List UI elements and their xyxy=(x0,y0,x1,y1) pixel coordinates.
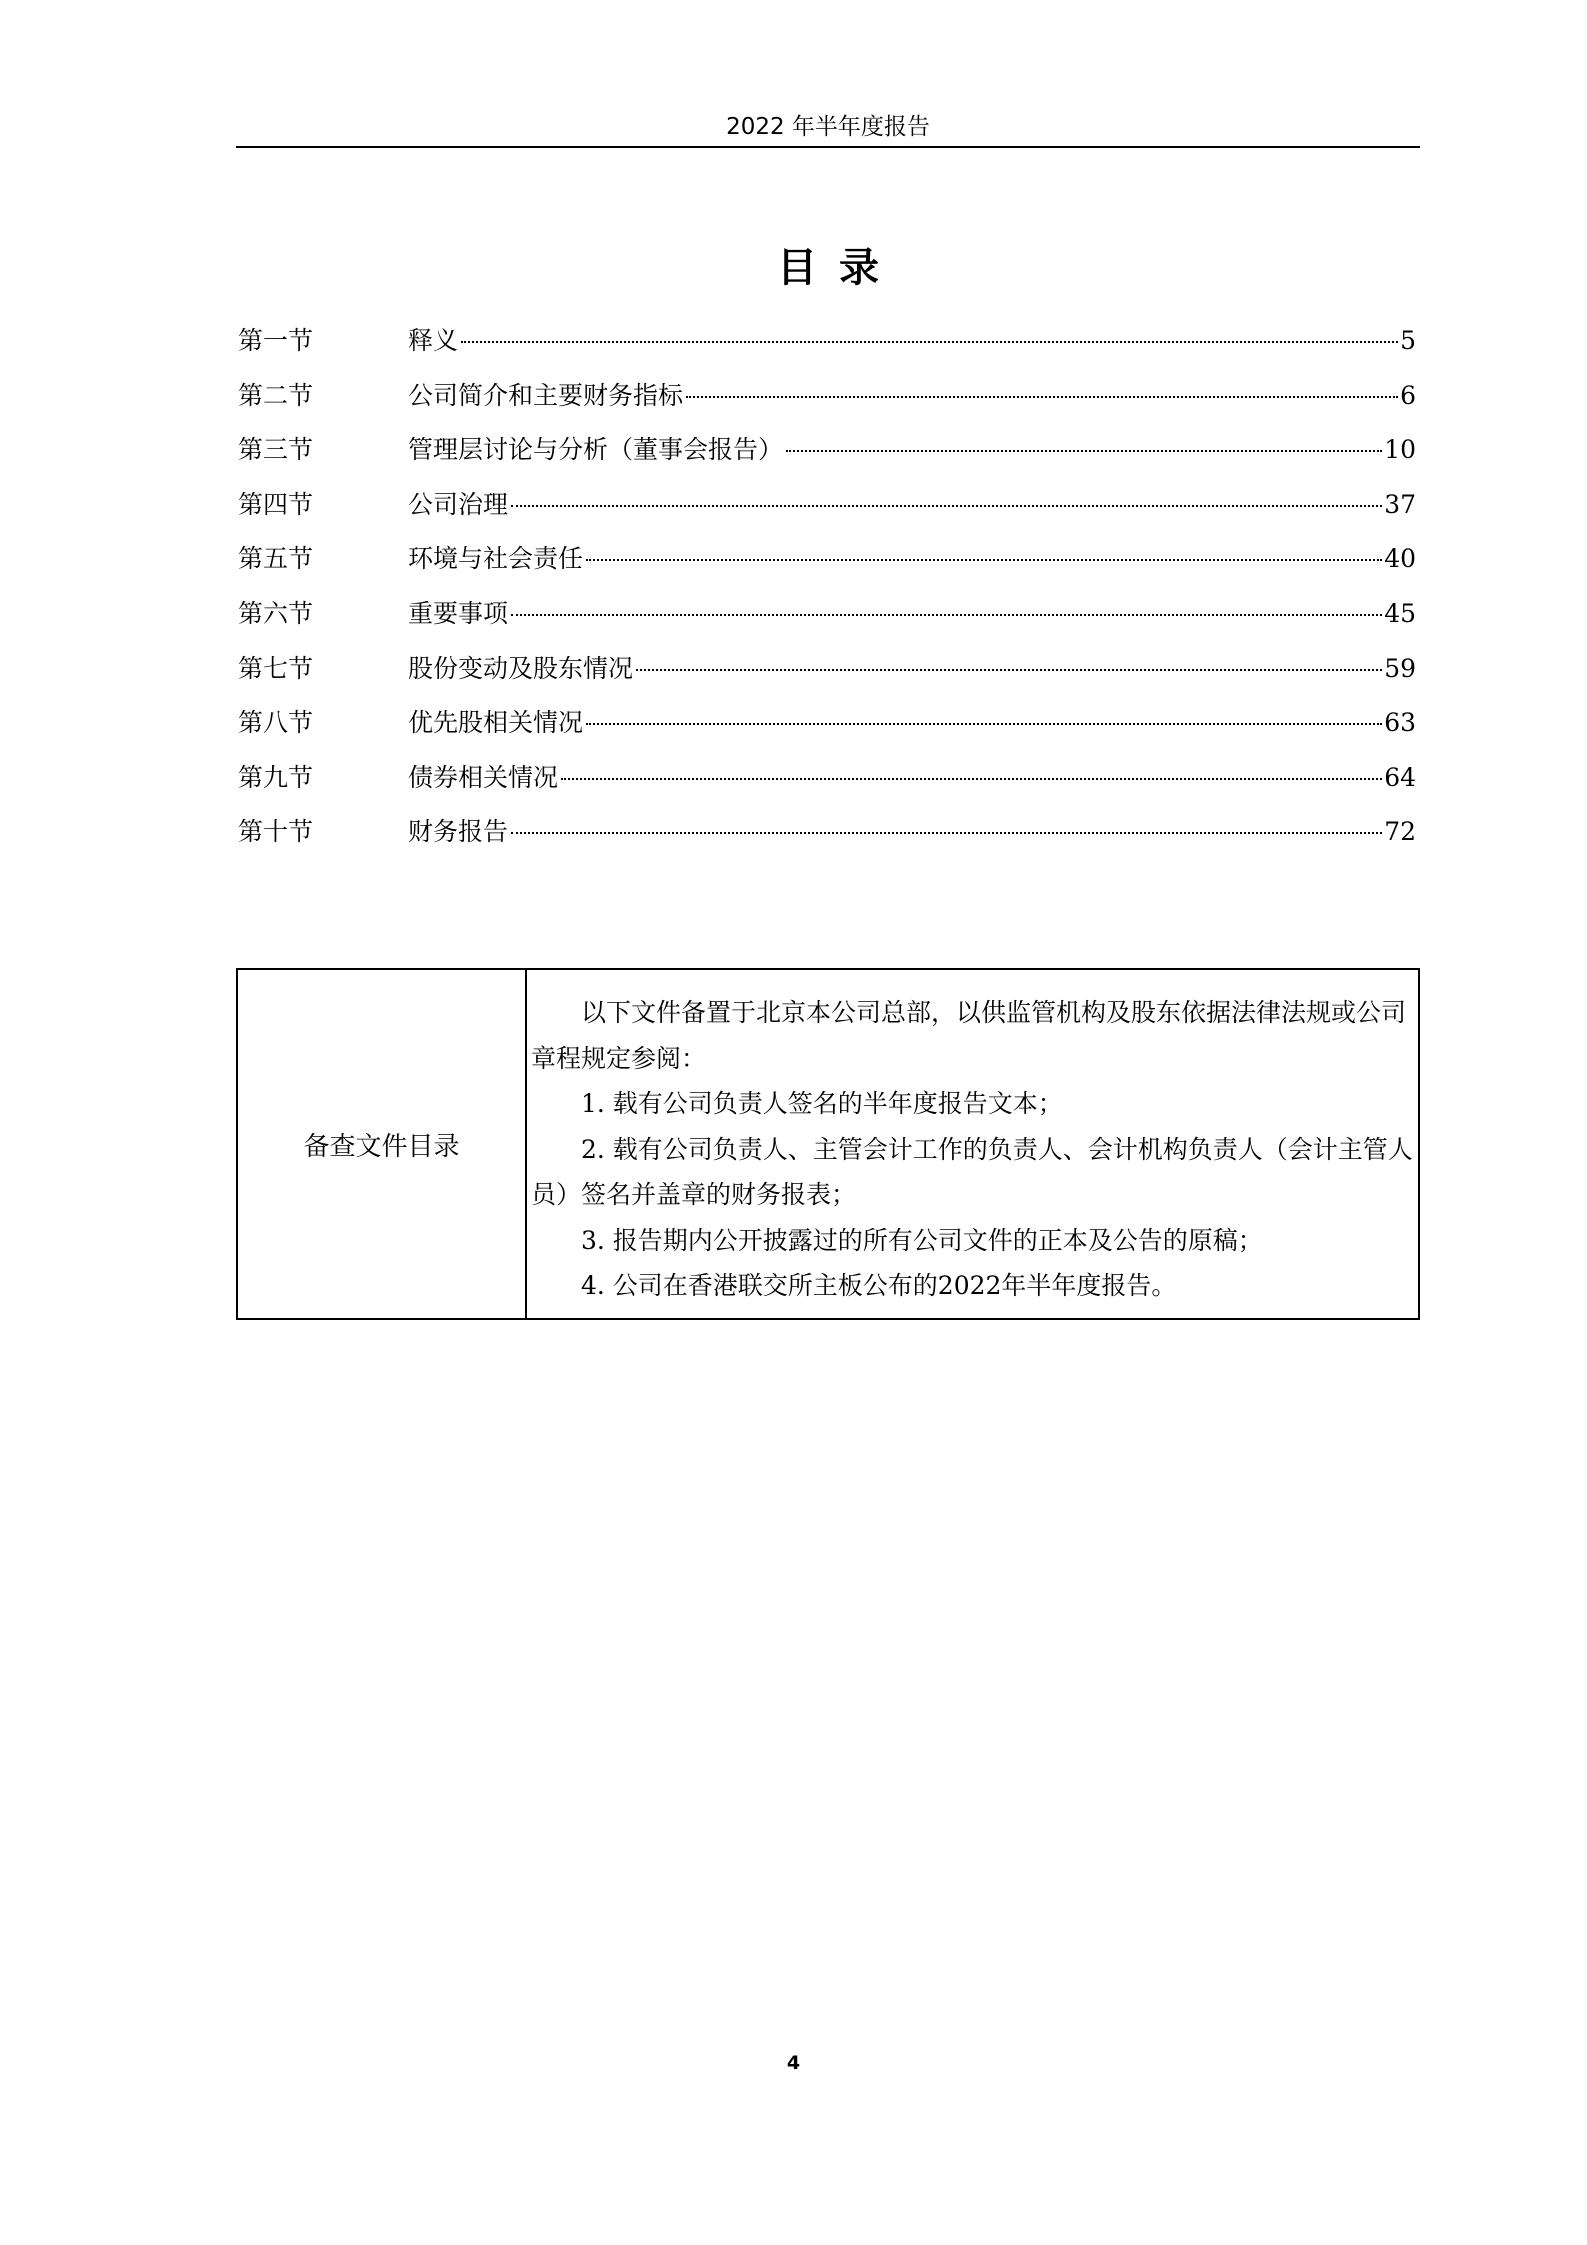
header-rule xyxy=(236,146,1420,148)
toc-dot-leader xyxy=(561,778,1382,780)
page-number: 4 xyxy=(786,2052,801,2074)
toc-dot-leader xyxy=(511,505,1382,507)
running-header: 2022 年半年度报告 xyxy=(726,114,930,140)
toc-dot-leader xyxy=(511,832,1382,834)
toc-section-number: 第五节 xyxy=(238,544,314,574)
toc-entry[interactable] xyxy=(238,812,1416,867)
toc-page-number: 59 xyxy=(1384,653,1416,683)
toc-page-number: 37 xyxy=(1384,489,1416,519)
toc-section-number: 第十节 xyxy=(238,817,314,847)
reference-document-item: 1. 载有公司负责人签名的半年度报告文本； xyxy=(581,1089,1063,1118)
toc-section-title: 股份变动及股东情况 xyxy=(408,653,634,683)
toc-section-number: 第二节 xyxy=(238,380,314,410)
toc-section-number: 第三节 xyxy=(238,435,314,465)
toc-entry[interactable] xyxy=(238,703,1416,758)
toc-entry[interactable] xyxy=(238,758,1416,813)
toc-section-title: 公司简介和主要财务指标 xyxy=(408,380,684,410)
toc-section-number: 第九节 xyxy=(238,762,314,792)
toc-dot-leader xyxy=(586,559,1382,561)
toc-page-number: 6 xyxy=(1400,380,1416,410)
toc-page-number: 63 xyxy=(1384,708,1416,738)
toc-page-number: 40 xyxy=(1384,544,1416,574)
toc-dot-leader xyxy=(586,723,1382,725)
toc-dot-leader xyxy=(461,341,1398,343)
page-title: 目录 xyxy=(777,245,901,291)
toc-section-number: 第四节 xyxy=(238,489,314,519)
reference-documents-label: 备查文件目录 xyxy=(238,970,527,1318)
toc-page-number: 5 xyxy=(1400,326,1416,355)
toc-section-title: 释义 xyxy=(408,326,459,355)
toc-section-title: 重要事项 xyxy=(408,598,509,628)
toc-entry[interactable] xyxy=(238,539,1416,594)
reference-documents-table xyxy=(236,968,1420,1320)
toc-dot-leader xyxy=(636,669,1382,671)
toc-dot-leader xyxy=(686,396,1398,398)
table-of-contents xyxy=(238,321,1416,867)
toc-section-title: 管理层讨论与分析（董事会报告） xyxy=(408,435,784,465)
toc-entry[interactable] xyxy=(238,649,1416,704)
reference-document-item: 2. 载有公司负责人、主管会计工作的负责人、会计机构负责人（会计主管人员）签名并盖章的财务报表； xyxy=(531,1134,1413,1209)
reference-documents-content xyxy=(527,970,1418,1318)
toc-section-title: 债券相关情况 xyxy=(408,762,559,792)
toc-entry[interactable] xyxy=(238,594,1416,649)
toc-page-number: 10 xyxy=(1384,435,1416,465)
toc-section-number: 第一节 xyxy=(238,326,314,355)
toc-section-number: 第六节 xyxy=(238,598,314,628)
toc-section-title: 优先股相关情况 xyxy=(408,708,584,738)
toc-section-title: 财务报告 xyxy=(408,817,509,847)
toc-page-number: 72 xyxy=(1384,817,1416,847)
toc-dot-leader xyxy=(786,450,1382,452)
reference-document-item: 4. 公司在香港联交所主板公布的2022年半年度报告。 xyxy=(581,1271,1177,1300)
toc-entry[interactable] xyxy=(238,430,1416,485)
reference-documents-intro: 以下文件备置于北京本公司总部，以供监管机构及股东依据法律法规或公司章程规定参阅： xyxy=(531,998,1407,1073)
toc-section-number: 第八节 xyxy=(238,708,314,738)
toc-section-title: 环境与社会责任 xyxy=(408,544,584,574)
toc-entry[interactable] xyxy=(238,321,1416,376)
toc-dot-leader xyxy=(511,614,1382,616)
reference-document-item: 3. 报告期内公开披露过的所有公司文件的正本及公告的原稿； xyxy=(581,1225,1263,1255)
toc-entry[interactable] xyxy=(238,485,1416,540)
toc-entry[interactable] xyxy=(238,376,1416,431)
toc-section-title: 公司治理 xyxy=(408,489,509,519)
toc-section-number: 第七节 xyxy=(238,653,314,683)
toc-page-number: 64 xyxy=(1384,762,1416,792)
toc-page-number: 45 xyxy=(1384,598,1416,628)
